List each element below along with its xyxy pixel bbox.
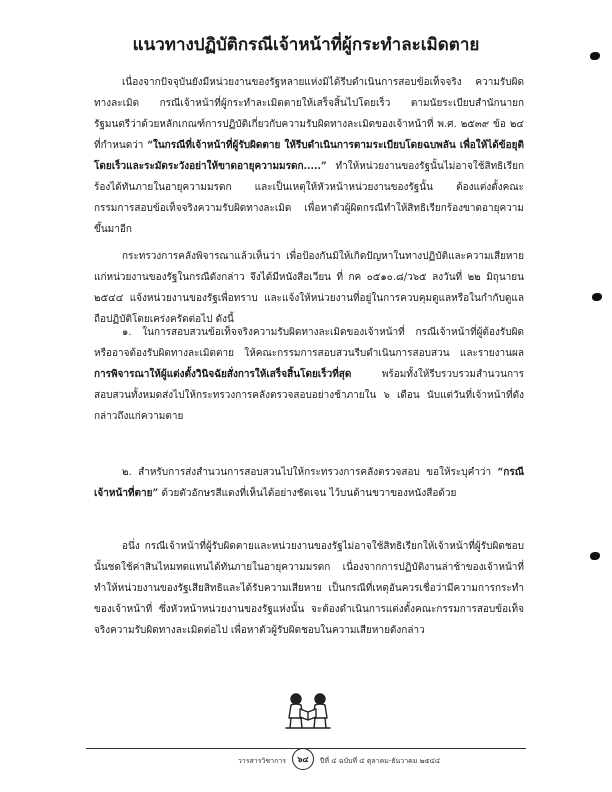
- punch-hole-mark: [590, 52, 600, 60]
- paragraph-1-text-b: ทำให้หน่วยงานของรัฐนั้นไม่อาจใช้สิทธิเรียกร้องได้ทันภายในอายุความมรดก และเป็นเหตุให้หัวหน้าหน่วยงานของรัฐนั้น ต้องแต่งตั้งคณะกรรมการสอบข้อเท็จจริงความรับผิดทางละเมิด เพื่อหาตัวผู้ผิดกรณีทำให้สิทธิเรียกร้องขาดอายุความขึ้นมาอีก: [94, 161, 524, 235]
- footer-issue-info: ปีที่ ๔ ฉบับที่ ๔ ตุลาคม-ธันวาคม ๒๕๔๔: [320, 757, 441, 765]
- paragraph-4-bold: “กรณีเจ้าหน้าที่ตาย”: [94, 467, 524, 499]
- paragraph-4-text-b: ด้วยตัวอักษรสีแดงที่เห็นได้อย่างชัดเจน ไว้บนด้านขวาของหนังสือด้วย: [161, 488, 457, 499]
- footer-journal-name: วารสารวิชาการ: [237, 757, 286, 765]
- paragraph-1: [94, 72, 524, 240]
- paragraph-3-text-a: ๑. ในการสอบสวนข้อเท็จจริงความรับผิดทางละเมิดของเจ้าหน้าที่ กรณีเจ้าหน้าที่ผู้ต้องรับผิดหรืออาจต้องรับผิดทางละเมิดตาย ให้คณะกรรมการสอบสวนรีบดำเนินการสอบสวน และรายงานผล: [94, 327, 524, 359]
- paragraph-1-quote: “ในกรณีที่เจ้าหน้าที่ผู้รับผิดตาย ให้รีบดำเนินการตามระเบียบโดยฉบพลัน เพื่อให้ได้ข้อยุติโดยเร็วและระมัดระวังอย่าให้ขาดอายุความมรดก.....”: [94, 140, 524, 172]
- paragraph-4: [94, 462, 524, 506]
- paragraph-4-text-a: ๒. สำหรับการส่งสำนวนการสอบสวนไปให้กระทรวงการคลังตรวจสอบ ขอให้ระบุคำว่า: [122, 467, 492, 478]
- paragraph-3-bold: การพิจารณาให้ผู้แต่งตั้งวินิจฉัยสั่งการให้เสร็จสิ้นโดยเร็วที่สุด: [94, 369, 352, 380]
- paragraph-2-text: กระทรวงการคลังพิจารณาแล้วเห็นว่า เพื่อป้องกันมิให้เกิดปัญหาในทางปฏิบัติและความเสียหายแก่หน่วยงานของรัฐในกรณีดังกล่าว จึงได้มีหนังสือเวียน ที่ กค ๐๕๑๐.๘/ว๖๕ ลงวันที่ ๒๒ มิถุนายน ๒๕๔๔ แจ้งหน่วยงานของรัฐเพื่อทราบ และแจ้งให้หน่วยงานที่อยู่ในการควบคุมดูแลหรือในกำกับดูแล ถือปฏิบัติโดยเคร่งครัดต่อไป ดังนี้: [94, 251, 524, 325]
- page-number-badge: ๖๔: [292, 748, 314, 770]
- paragraph-3-text-b: พร้อมทั้งให้รีบรวบรวมสำนวนการสอบสวนทั้งหมดส่งไปให้กระทรวงการคลังตรวจสอบอย่างช้าภายใน ๖ เดือน นับแต่วันที่เจ้าหน้าที่ดังกล่าวถึงแก่ความตาย: [94, 369, 524, 422]
- punch-hole-mark: [590, 552, 600, 560]
- paragraph-2: [94, 246, 524, 325]
- paragraph-5: [94, 536, 524, 646]
- page-title: แนวทางปฏิบัติกรณีเจ้าหน้าที่ผู้กระทำละเมิดตาย: [132, 35, 480, 55]
- paragraph-5-text: อนึ่ง กรณีเจ้าหน้าที่ผู้รับผิดตายและหน่วยงานของรัฐไม่อาจใช้สิทธิเรียกให้เจ้าหน้าที่ผู้รับผิดชอบนั้นชดใช้ค่าสินไหมทดแทนได้ทันภายในอายุความมรดก เนื่องจากการปฏิบัติงานล่าช้าของเจ้าหน้าที่ทำให้หน่วยงานของรัฐเสียสิทธิและได้รับความเสียหาย เป็นกรณีที่เหตุอันควรเชื่อว่ามีความการกระทำของเจ้าหน้าที่ ซึ่งหัวหน้าหน่วยงานของรัฐแห่งนั้น จะต้องดำเนินการแต่งตั้งคณะกรรมการสอบข้อเท็จจริงความรับผิดทางละเมิดต่อไป เพื่อหาตัวผู้รับผิดชอบในความเสียหายดังกล่าว: [94, 541, 524, 636]
- punch-hole-mark: [592, 293, 602, 301]
- paragraph-1-text-a: เนื่องจากปัจจุบันยังมีหน่วยงานของรัฐหลายแห่งมิได้รีบดำเนินการสอบข้อเท็จจริง ความรับผิดทางละเมิด กรณีเจ้าหน้าที่ผู้กระทำละเมิดตายให้เสร็จสิ้นไปโดยเร็ว ตามนัยระเบียบสำนักนายกรัฐมนตรีว่าด้วยหลักเกณฑ์การปฏิบัติเกี่ยวกับความรับผิดทางละเมิดของเจ้าหน้าที่ พ.ศ. ๒๕๓๙ ข้อ ๒๔ ที่กำหนดว่า: [94, 77, 524, 151]
- people-reading-clipart: [282, 690, 334, 730]
- paragraph-3: [94, 322, 524, 450]
